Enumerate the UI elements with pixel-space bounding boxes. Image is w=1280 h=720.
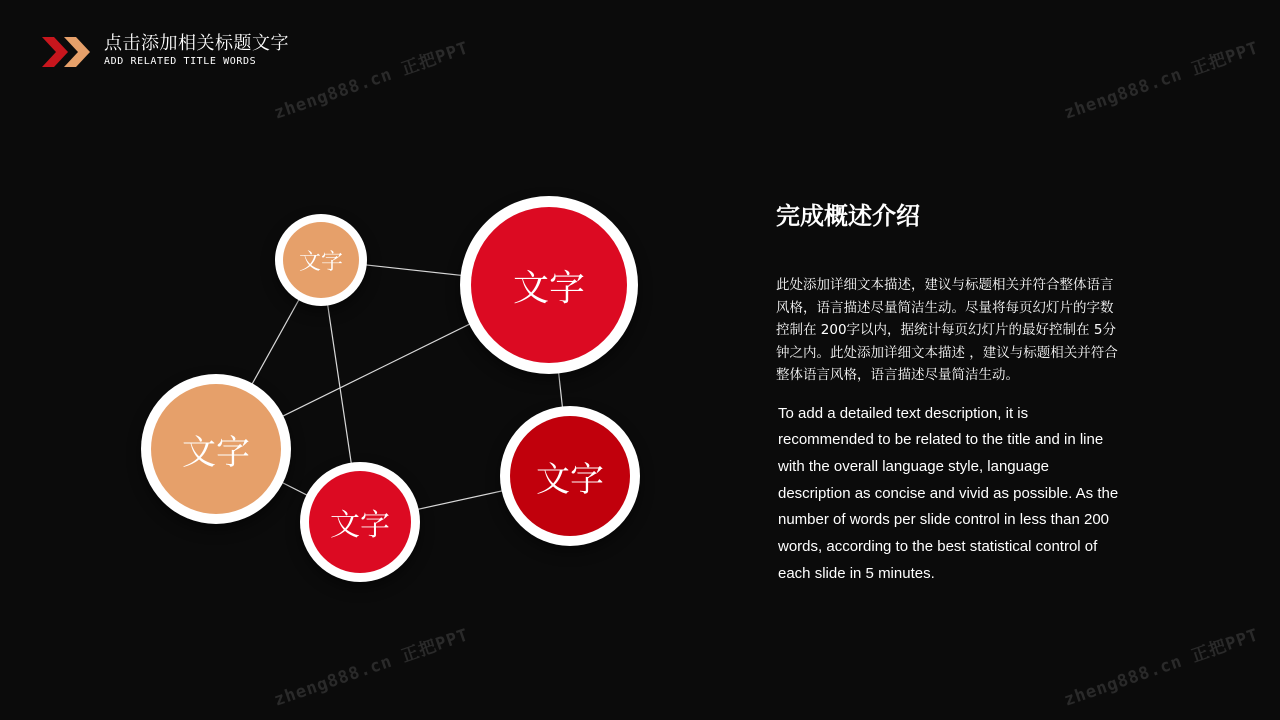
overview-body-chinese: 此处添加详细文本描述，建议与标题相关并符合整体语言风格，语言描述尽量简洁生动。尽量将每页幻灯片的字数控制在 200字以内，据统计每页幻灯片的最好控制在 5分钟之内。此处添加详细文本描述 ，建议与标题相关并符合整体语言风格，语言描述尽量简洁生动。 (776, 277, 1118, 383)
diagram-node-n4 (300, 462, 420, 582)
watermark: zheng888.cn 正把PPT (271, 38, 472, 124)
diagram-node-n2 (460, 196, 638, 374)
diagram-node-label: 文字 (471, 207, 627, 363)
diagram-node-label: 文字 (151, 384, 281, 514)
watermark: zheng888.cn 正把PPT (271, 625, 472, 711)
overview-panel (776, 200, 1126, 587)
diagram-node-label: 文字 (510, 416, 630, 536)
page-subtitle: ADD RELATED TITLE WORDS (104, 56, 257, 67)
page-title: 点击添加相关标题文字 (104, 33, 289, 54)
diagram-node-n1 (275, 214, 367, 306)
overview-body-english: To add a detailed text description, it is recommended to be related to the title and in line with the overall language style, language description as concise and vivid as possible. As the number of words per slide control in less than 200 words, according to the best statistical control of each slide in 5 minutes. (778, 404, 1119, 582)
diagram-node-label: 文字 (309, 471, 411, 573)
diagram-node-n3 (141, 374, 291, 524)
watermark: zheng888.cn 正把PPT (1061, 38, 1262, 124)
overview-title: 完成概述介绍 (776, 202, 920, 230)
diagram-node-label: 文字 (283, 222, 359, 298)
diagram-node-n5 (500, 406, 640, 546)
watermark: zheng888.cn 正把PPT (1061, 625, 1262, 711)
